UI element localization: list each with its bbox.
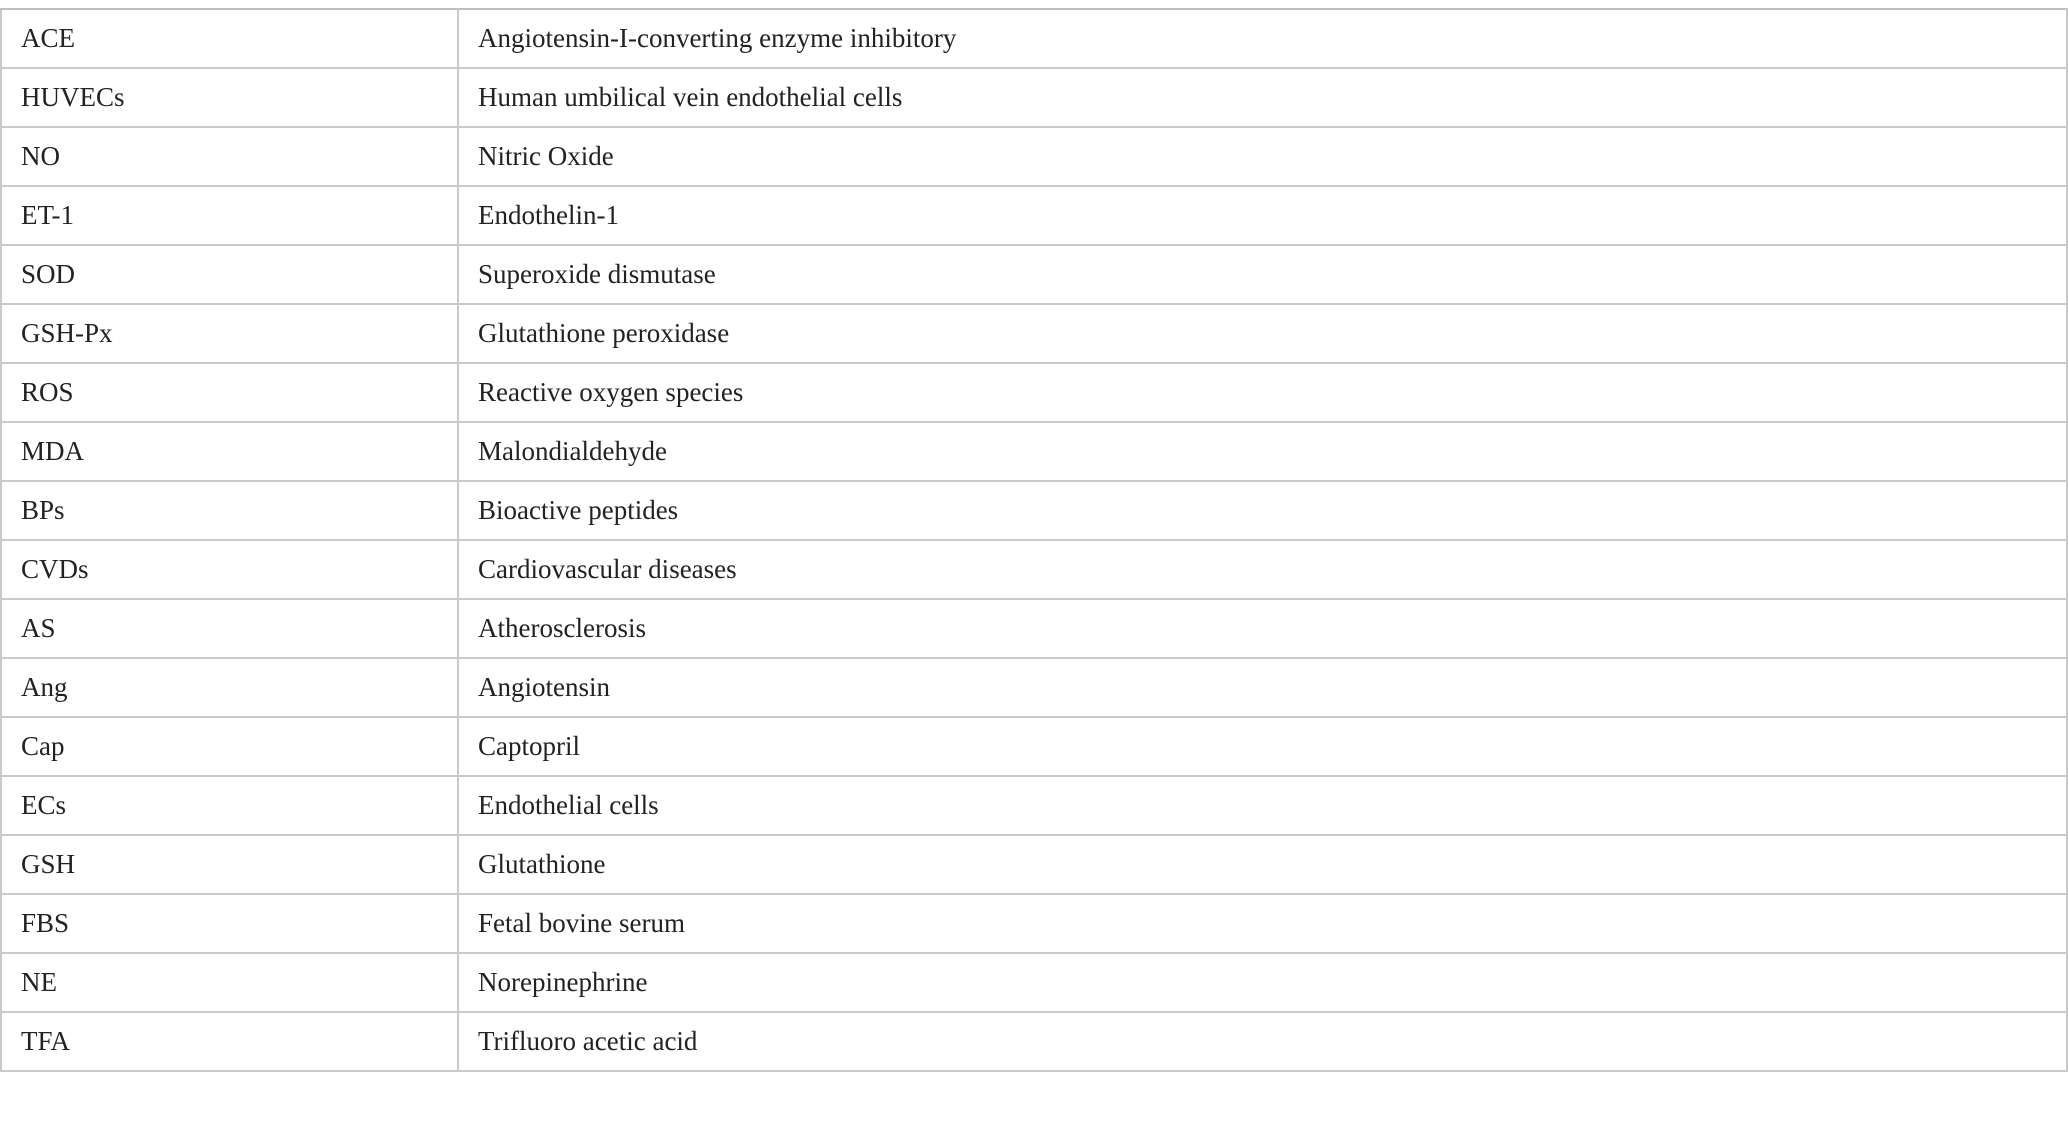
table-row: [1, 1012, 2067, 1071]
definition-cell: Reactive oxygen species: [458, 363, 2067, 422]
abbreviation-cell: Ang: [1, 658, 458, 717]
table-row: [1, 363, 2067, 422]
definition-cell: Angiotensin-I-converting enzyme inhibitory: [458, 9, 2067, 68]
definition-cell: Trifluoro acetic acid: [458, 1012, 2067, 1071]
definition-cell: Malondialdehyde: [458, 422, 2067, 481]
definition-cell: Endothelin-1: [458, 186, 2067, 245]
definition-cell: Captopril: [458, 717, 2067, 776]
abbreviations-table: [0, 8, 2068, 1072]
abbreviation-cell: ECs: [1, 776, 458, 835]
abbreviation-cell: NO: [1, 127, 458, 186]
table-row: [1, 835, 2067, 894]
table-row: [1, 127, 2067, 186]
definition-cell: Endothelial cells: [458, 776, 2067, 835]
definition-cell: Nitric Oxide: [458, 127, 2067, 186]
table-row: [1, 304, 2067, 363]
abbreviation-cell: NE: [1, 953, 458, 1012]
definition-cell: Atherosclerosis: [458, 599, 2067, 658]
table-row: [1, 186, 2067, 245]
definition-cell: Human umbilical vein endothelial cells: [458, 68, 2067, 127]
definition-cell: Norepinephrine: [458, 953, 2067, 1012]
abbreviation-cell: FBS: [1, 894, 458, 953]
abbreviation-cell: HUVECs: [1, 68, 458, 127]
abbreviation-cell: GSH: [1, 835, 458, 894]
abbreviation-cell: MDA: [1, 422, 458, 481]
table-row: [1, 9, 2067, 68]
abbreviation-cell: ACE: [1, 9, 458, 68]
table-row: [1, 245, 2067, 304]
table-row: [1, 540, 2067, 599]
table-body: [1, 9, 2067, 1071]
definition-cell: Glutathione: [458, 835, 2067, 894]
definition-cell: Superoxide dismutase: [458, 245, 2067, 304]
abbreviation-cell: TFA: [1, 1012, 458, 1071]
definition-cell: Glutathione peroxidase: [458, 304, 2067, 363]
definition-cell: Cardiovascular diseases: [458, 540, 2067, 599]
abbreviation-cell: BPs: [1, 481, 458, 540]
definition-cell: Fetal bovine serum: [458, 894, 2067, 953]
abbreviation-cell: Cap: [1, 717, 458, 776]
table-row: [1, 599, 2067, 658]
table-row: [1, 481, 2067, 540]
abbreviation-cell: ROS: [1, 363, 458, 422]
table-row: [1, 658, 2067, 717]
abbreviation-cell: SOD: [1, 245, 458, 304]
table-row: [1, 776, 2067, 835]
abbreviation-cell: CVDs: [1, 540, 458, 599]
table-row: [1, 422, 2067, 481]
abbreviation-cell: GSH-Px: [1, 304, 458, 363]
definition-cell: Bioactive peptides: [458, 481, 2067, 540]
abbreviation-cell: ET-1: [1, 186, 458, 245]
definition-cell: Angiotensin: [458, 658, 2067, 717]
table-row: [1, 68, 2067, 127]
table-row: [1, 894, 2067, 953]
abbreviation-cell: AS: [1, 599, 458, 658]
table-row: [1, 717, 2067, 776]
table-row: [1, 953, 2067, 1012]
